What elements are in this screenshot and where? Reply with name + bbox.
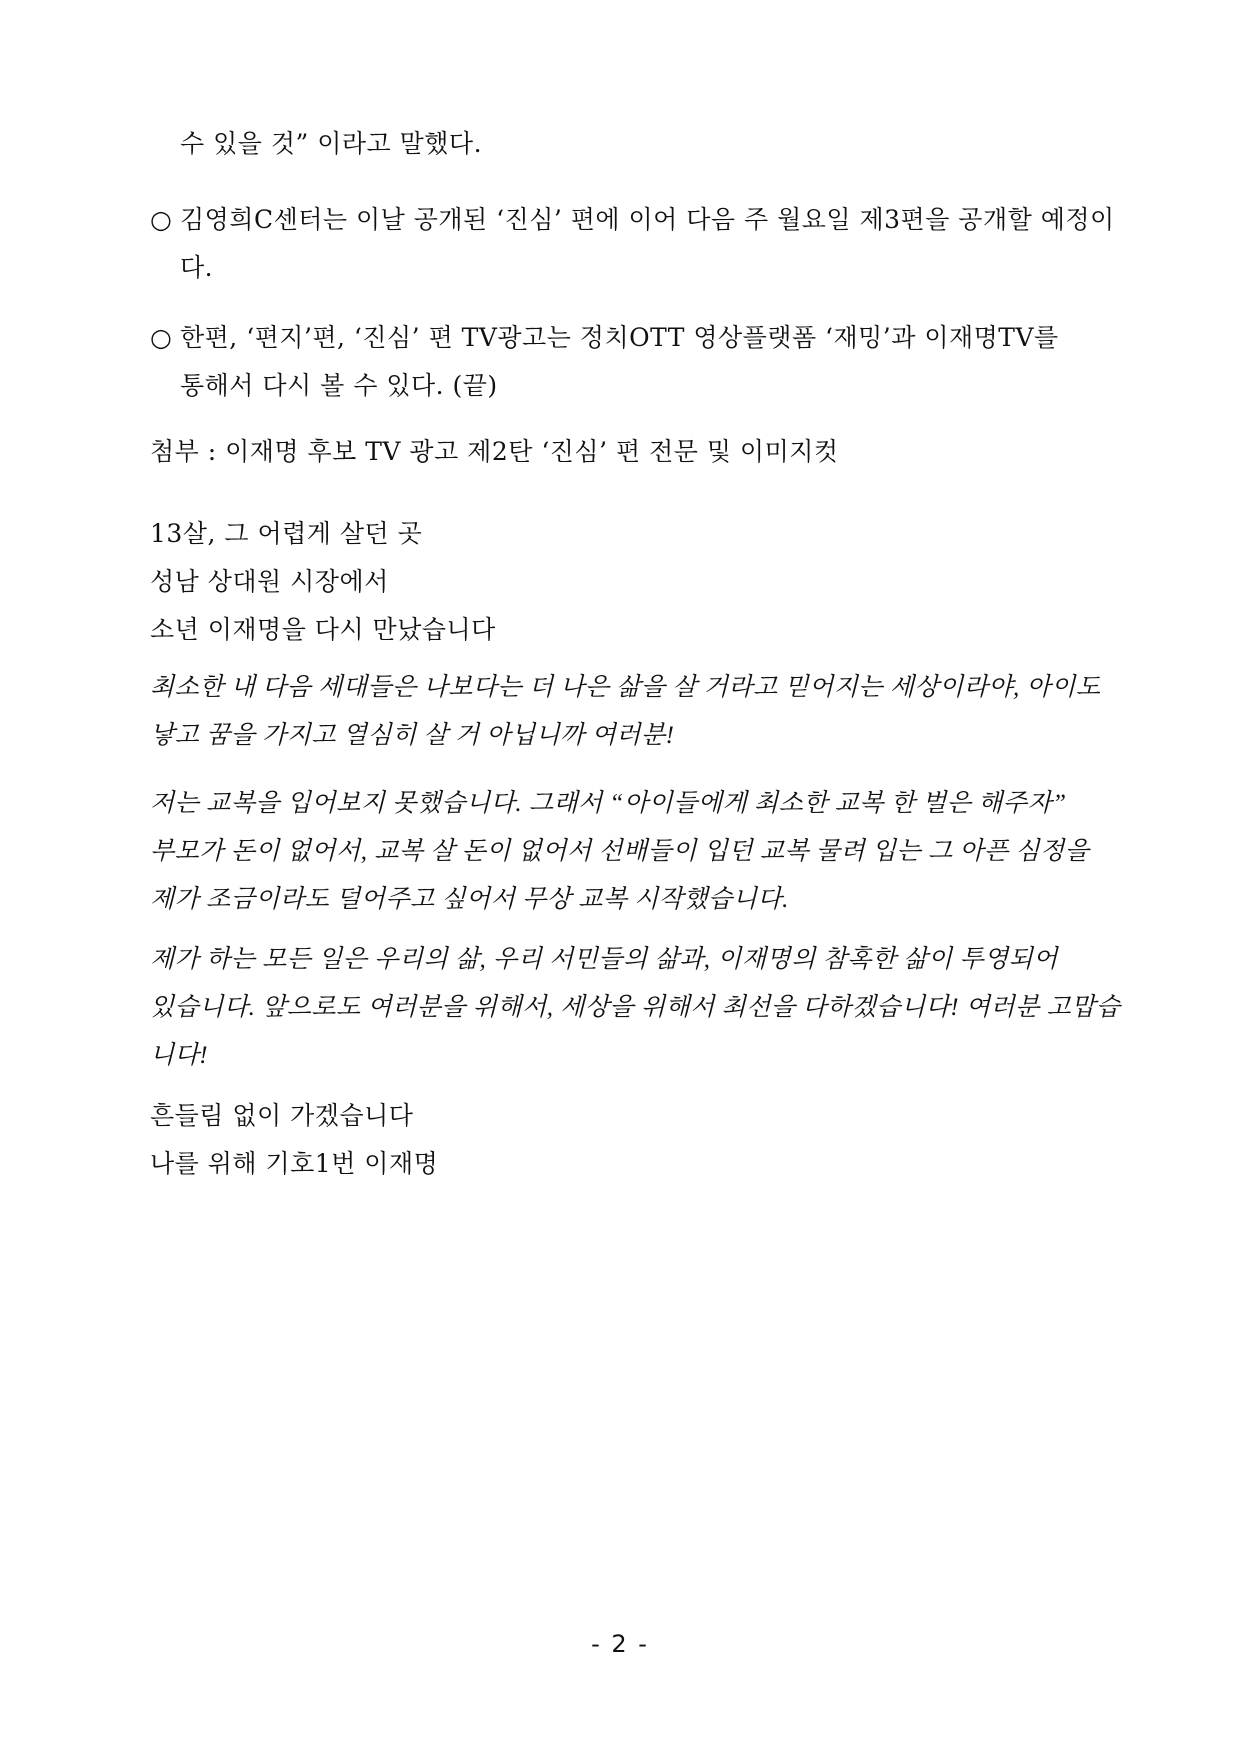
intro-line: 소년 이재명을 다시 만났습니다: [150, 615, 496, 644]
bullet-1-line-2: 다.: [180, 253, 214, 282]
quote-paragraph-1: [150, 664, 1100, 760]
continuation-paragraph: [150, 120, 1100, 168]
intro-line: 13살, 그 어렵게 살던 곳: [150, 519, 423, 548]
quote-line: 제가 조금이라도 덜어주고 싶어서 무상 교복 시작했습니다.: [150, 886, 789, 913]
attachment-paragraph: [150, 428, 1100, 476]
bullet-circle-icon: ○: [150, 205, 173, 234]
bullet-paragraph-1: [150, 196, 1115, 292]
bullet-1-line-1: 김영희C센터는 이날 공개된 ‘진심’ 편에 이어 다음 주 월요일 제3편을 공개할 예정이: [180, 205, 1115, 234]
quote-line: 최소한 내 다음 세대들은 나보다는 더 나은 삶을 살 거라고 믿어지는 세상이라야, 아이도: [150, 674, 1101, 701]
quote-paragraph-3: [150, 936, 1121, 1080]
quote-line: 있습니다. 앞으로도 여러분을 위해서, 세상을 위해서 최선을 다하겠습니다! 여러분 고맙습: [150, 994, 1121, 1021]
intro-block: [150, 510, 1100, 654]
quote-line: 니다!: [150, 1042, 209, 1069]
attachment-text: 첨부 : 이재명 후보 TV 광고 제2탄 ‘진심’ 편 전문 및 이미지컷: [150, 437, 839, 466]
bullet-paragraph-2: [150, 314, 1100, 410]
quote-line: 저는 교복을 입어보지 못했습니다. 그래서 “아이들에게 최소한 교복 한 벌은 해주자”: [150, 790, 1067, 817]
closing-block: [150, 1092, 1100, 1188]
bullet-2-line-1: 한편, ‘편지’편, ‘진심’ 편 TV광고는 정치OTT 영상플랫폼 ‘재밍’과 이재명TV를: [180, 323, 1059, 352]
quote-line: 부모가 돈이 없어서, 교복 살 돈이 없어서 선배들이 입던 교복 물려 입는 그 아픈 심정을: [150, 838, 1090, 865]
quote-paragraph-2: [150, 780, 1100, 924]
intro-line: 성남 상대원 시장에서: [150, 567, 389, 596]
quote-line: 낳고 꿈을 가지고 열심히 살 거 아닙니까 여러분!: [150, 722, 675, 749]
closing-line: 흔들림 없이 가겠습니다: [150, 1101, 414, 1130]
quote-line: 제가 하는 모든 일은 우리의 삶, 우리 서민들의 삶과, 이재명의 참혹한 삶이 투영되어: [150, 946, 1058, 973]
bullet-2-line-2: 통해서 다시 볼 수 있다. (끝): [180, 371, 498, 400]
continuation-text: 수 있을 것” 이라고 말했다.: [180, 129, 483, 158]
closing-line: 나를 위해 기호1번 이재명: [150, 1149, 439, 1178]
page-number: - 2 -: [591, 1630, 649, 1658]
bullet-circle-icon: ○: [150, 323, 173, 352]
